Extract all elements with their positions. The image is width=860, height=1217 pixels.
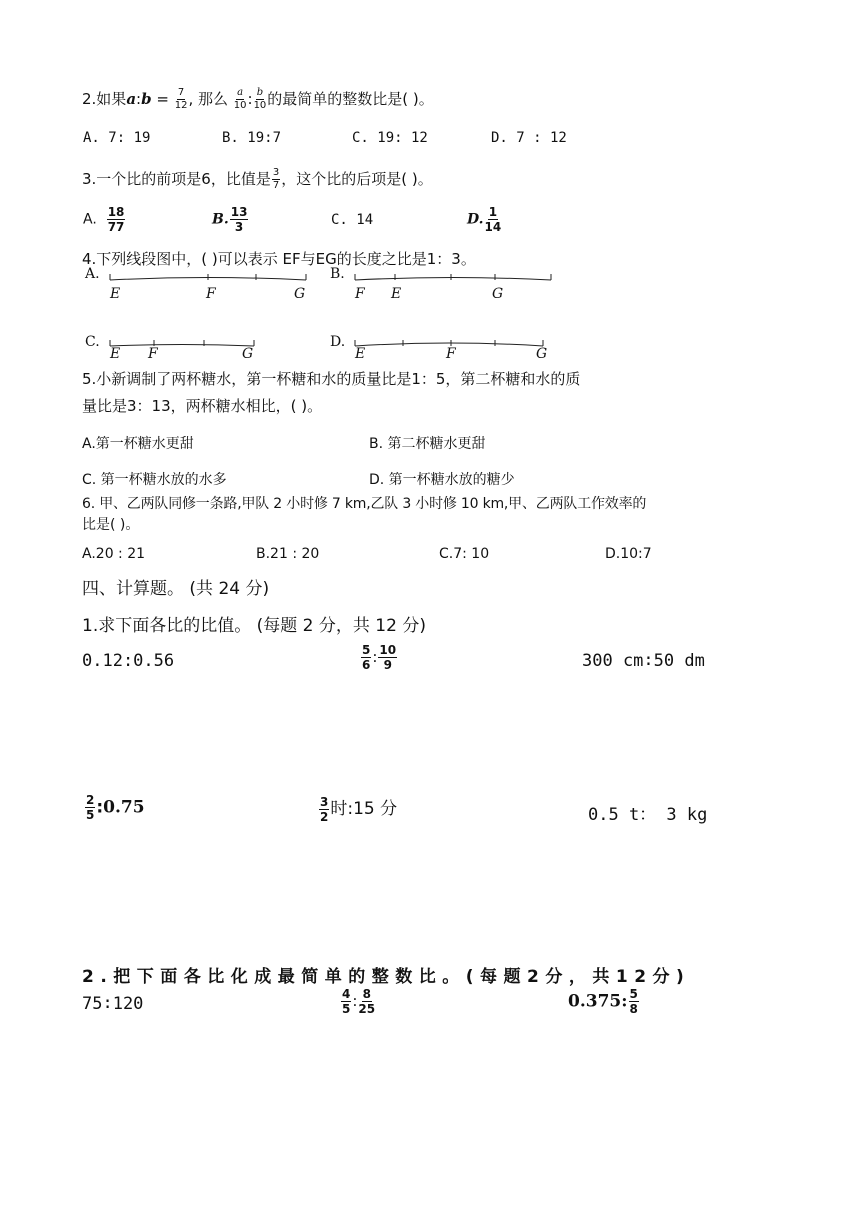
- q4-segment-c: [108, 336, 258, 352]
- p1-item-5-fraction: $\frac{3}{2}$: [320, 794, 329, 824]
- q4-label-b: B.: [330, 266, 345, 282]
- q2-option-b: B. 19:7: [222, 130, 282, 146]
- q5-option-a: A.第一杯糖水更甜: [82, 436, 194, 452]
- q3-option-c: C. 14: [331, 212, 374, 228]
- q4-a-label-e: E: [110, 286, 121, 302]
- q3-fraction: $\frac{3}{7}$: [272, 167, 280, 191]
- q2-equals: =: [151, 90, 174, 108]
- q4-label-d: D.: [330, 334, 346, 350]
- q3-option-a-fraction: $\frac{18}{77}$: [107, 205, 125, 234]
- p1-item-5: $\frac{3}{2}$ 时:15 分: [320, 794, 398, 824]
- q4-d-label-f: F: [446, 346, 456, 362]
- q4-a-label-f: F: [206, 286, 216, 302]
- q2-fraction-a10: $\frac{a}{10}$: [233, 87, 247, 111]
- p2-item-2-fraction-2: $\frac{8}{25}$: [358, 987, 376, 1016]
- p2-item-3-fraction: $\frac{5}{8}$: [629, 987, 638, 1016]
- p1-item-4: $\frac{2}{5}$ :0.75: [86, 793, 145, 822]
- q3-prefix: 3.一个比的前项是6，比值是: [82, 170, 271, 188]
- q2-option-c: C. 19: 12: [352, 130, 428, 146]
- q6-stem-line1: 6. 甲、乙两队同修一条路,甲队 2 小时修 7 km,乙队 3 小时修 10 km,甲、乙两队工作效率的: [82, 496, 647, 512]
- q4-label-a: A.: [85, 266, 100, 282]
- q4-b-label-f: F: [355, 286, 365, 302]
- q2-option-d: D. 7 : 12: [491, 130, 567, 146]
- q3-option-b-fraction: $\frac{13}{3}$: [230, 205, 248, 234]
- p2-item-2-fraction-1: $\frac{4}{5}$: [342, 987, 351, 1016]
- p2-item-2: $\frac{4}{5}$ : $\frac{8}{25}$: [342, 987, 376, 1016]
- q2-var-a: a: [126, 90, 137, 108]
- q6-stem-line2: 比是( )。: [82, 517, 140, 533]
- q2-var-b: b: [141, 90, 152, 108]
- q4-c-label-g: G: [242, 346, 254, 362]
- q3-option-a: A. $\frac{18}{77}$: [83, 205, 125, 234]
- p1-item-6: 0.5 t： 3 kg: [588, 805, 708, 825]
- q6-option-d: D.10:7: [605, 546, 652, 562]
- q5-option-d: D. 第一杯糖水放的糖少: [369, 472, 515, 488]
- p1-item-2: $\frac{5}{6}$ : $\frac{10}{9}$: [362, 643, 397, 672]
- q3-stem: [82, 168, 433, 191]
- q4-d-label-g: G: [536, 346, 548, 362]
- q4-label-c: C.: [85, 334, 100, 350]
- q2-colon: :: [136, 90, 142, 108]
- part-1-title: 1.求下面各比的比值。 (每题 2 分，共 12 分): [82, 616, 426, 636]
- q6-option-c: C.7: 10: [439, 546, 490, 562]
- p2-item-1: 75∶120: [82, 994, 144, 1014]
- q3-suffix: ，这个比的后项是( )。: [281, 170, 433, 188]
- p2-item-3: 0.375: $\frac{5}{8}$: [568, 987, 638, 1016]
- q2-mid-text: , 那么: [188, 90, 233, 108]
- q3-option-d: D. $\frac{1}{14}$: [467, 205, 502, 234]
- p1-item-2-fraction-2: $\frac{10}{9}$: [379, 643, 397, 672]
- part-2-title: 2.把下面各比化成最简单的整数比。(每题2分，共12分): [82, 967, 691, 987]
- p1-item-1: 0.12:0.56: [82, 651, 175, 671]
- q6-option-b: B.21 : 20: [256, 546, 320, 562]
- q5-option-b: B. 第二杯糖水更甜: [369, 436, 486, 452]
- q3-option-b: B. $\frac{13}{3}$: [212, 205, 248, 234]
- section-4-title: 四、计算题。 (共 24 分): [82, 579, 270, 599]
- q6-option-a: A.20 : 21: [82, 546, 146, 562]
- q4-b-label-g: G: [492, 286, 504, 302]
- q4-d-label-e: E: [355, 346, 366, 362]
- q4-segment-a: [108, 270, 308, 286]
- p1-item-3: 300 cm∶50 dm: [582, 651, 705, 671]
- p1-item-4-fraction: $\frac{2}{5}$: [86, 793, 95, 822]
- q4-c-label-e: E: [110, 346, 121, 362]
- p1-item-2-fraction-1: $\frac{5}{6}$: [362, 643, 371, 672]
- q4-c-label-f: F: [148, 346, 158, 362]
- q2-stem: 2.如果a:b = $\frac{7}{12}$ , 那么 $\frac{a}{10}$ : $\frac{b}{10}$ 的最简单的整数比是( )。: [82, 87, 434, 111]
- q4-a-label-g: G: [294, 286, 306, 302]
- q4-stem: 4.下列线段图中，( )可以表示 EF与EG的长度之比是1：3。: [82, 250, 476, 268]
- q5-stem-line1: 5.小新调制了两杯糖水，第一杯糖和水的质量比是1：5，第二杯糖和水的质: [82, 370, 581, 388]
- q3-option-d-fraction: $\frac{1}{14}$: [484, 205, 502, 234]
- q4-b-label-e: E: [391, 286, 402, 302]
- q5-option-c: C. 第一杯糖水放的水多: [82, 472, 227, 488]
- q2-option-a: A. 7: 19: [83, 130, 151, 146]
- q4-segment-b: [353, 270, 553, 286]
- q2-fraction: $\frac{7}{12}$: [174, 87, 188, 111]
- q2-prefix: 2.如果: [82, 90, 127, 108]
- q5-stem-line2: 量比是3：13，两杯糖水相比，( )。: [82, 397, 323, 415]
- q2-suffix: 的最简单的整数比是( )。: [267, 90, 434, 108]
- q2-fraction-b10: $\frac{b}{10}$: [253, 87, 267, 111]
